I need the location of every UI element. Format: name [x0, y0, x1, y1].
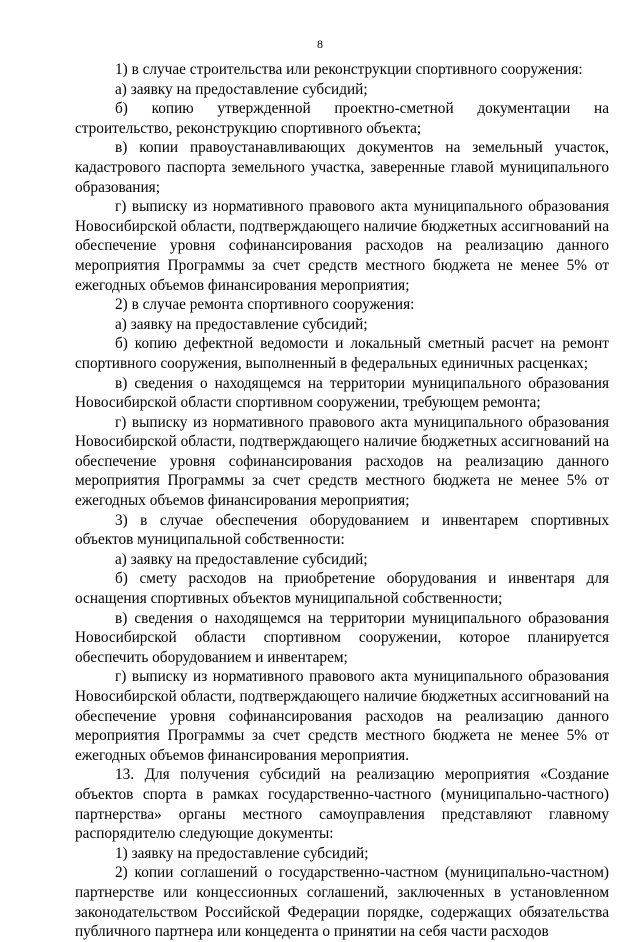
paragraph: 13. Для получения субсидий на реализацию мероприятия «Создание объектов спорта в рамках государственно-частного (муниципально-частного) партнерства» органы местного самоуправления представляют главному распорядителю следующие документы: — [75, 766, 609, 843]
paragraph: г) выписку из нормативного правового акта муниципального образования Новосибирской области, подтверждающего наличие бюджетных ассигнований на обеспечение уровня софинансирования расходов на реализацию данного мероприятия Программы за счет средств местного бюджета не менее 5% от ежегодных объемов финансирования мероприятия; — [75, 413, 609, 510]
paragraph: а) заявку на предоставление субсидий; — [115, 80, 368, 98]
paragraph: в) сведения о находящемся на территории муниципального образования Новосибирской области спортивном сооружении, которое планируется обеспечить оборудованием и инвентарем; — [75, 609, 609, 666]
paragraph: г) выписку из нормативного правового акта муниципального образования Новосибирской области, подтверждающего наличие бюджетных ассигнований на обеспечение уровня софинансирования расходов на реализацию данного мероприятия Программы за счет средств местного бюджета не менее 5% от ежегодных объемов финансирования мероприятия; — [75, 198, 609, 294]
paragraph: б) копию утвержденной проектно-сметной документации на строительство, реконструкцию спортивного объекта; — [75, 100, 609, 137]
paragraph: а) заявку на предоставление субсидий; — [115, 315, 368, 333]
page-number: 8 — [317, 37, 323, 51]
paragraph: б) копию дефектной ведомости и локальный сметный расчет на ремонт спортивного сооружения, выполненный в федеральных единичных расценках; — [75, 335, 609, 372]
paragraph: а) заявку на предоставление субсидий; — [115, 550, 368, 568]
paragraph: 1) заявку на предоставление субсидий; — [115, 844, 369, 862]
paragraph: в) сведения о находящемся на территории муниципального образования Новосибирской области спортивном сооружении, требующем ремонта; — [75, 374, 609, 412]
paragraph: 1) в случае строительства или реконструкции спортивного сооружения: — [115, 61, 583, 78]
paragraph: б) смету расходов на приобретение оборудования и инвентаря для оснащения спортивных объектов муниципальной собственности; — [75, 570, 609, 608]
paragraph: 2) копии соглашений о государственно-частном (муниципально-частном) партнерстве или концессионных соглашений, заключенных в установленном законодательством Российской Федерации порядке, содержащих обязательства публичного партнера или концедента о принятии на себя части расходов — [75, 864, 609, 941]
paragraph: 3) в случае обеспечения оборудованием и инвентарем спортивных объектов муниципальной собственности: — [75, 511, 609, 549]
document-body — [75, 60, 609, 942]
paragraph: г) выписку из нормативного правового акта муниципального образования Новосибирской области, подтверждающего наличие бюджетных ассигнований на обеспечение уровня софинансирования расходов на реализацию данного мероприятия Программы за счет средств местного бюджета не менее 5% от ежегодных объемов финансирования мероприятия. — [75, 668, 609, 764]
paragraph: 2) в случае ремонта спортивного сооружения: — [115, 296, 415, 314]
paragraph: в) копии правоустанавливающих документов на земельный участок, кадастрового паспорта земельного участка, заверенные главой муниципального образования; — [75, 139, 609, 196]
